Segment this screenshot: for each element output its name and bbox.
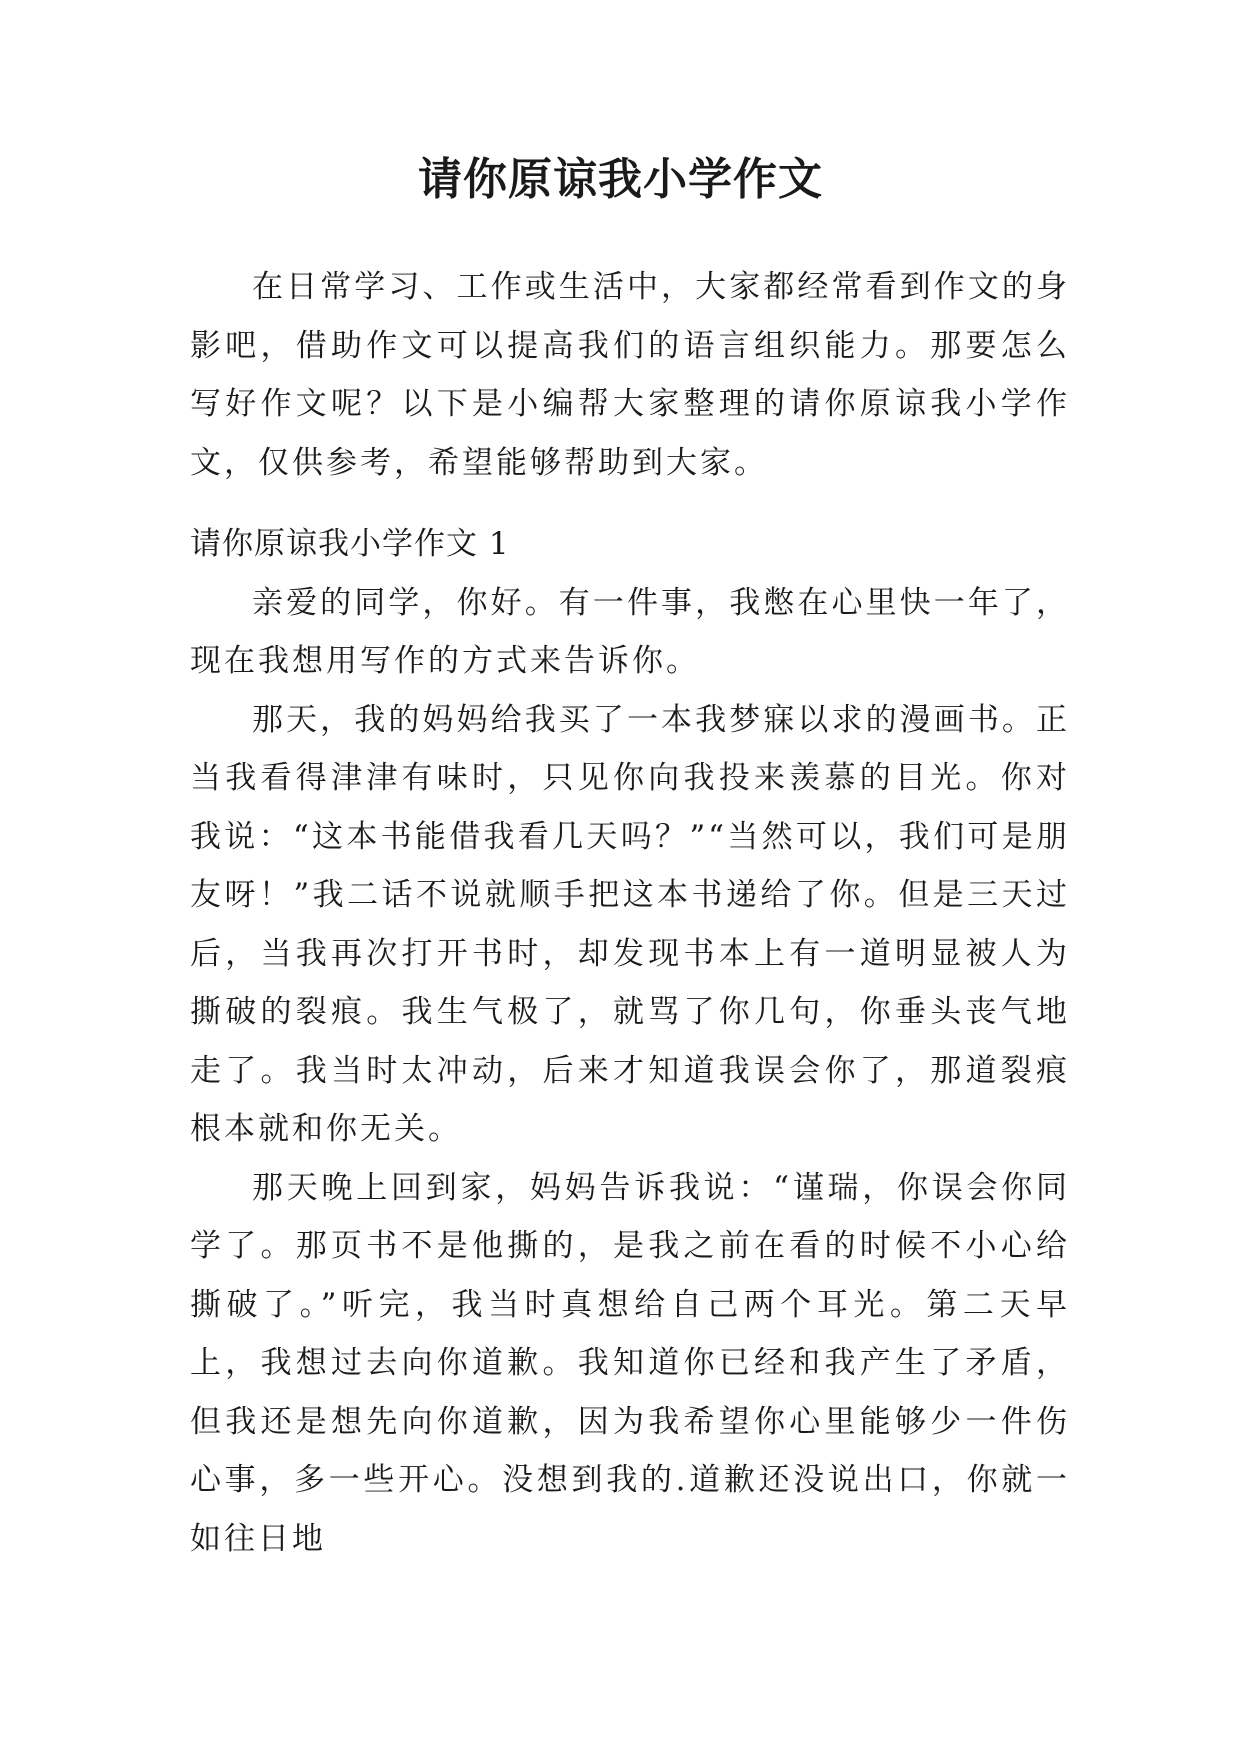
- intro-paragraph: 在日常学习、工作或生活中，大家都经常看到作文的身影吧，借助作文可以提高我们的语言组织能力。那要怎么写好作文呢？以下是小编帮大家整理的请你原谅我小学作文，仅供参考，希望能够帮助到大家。: [190, 269, 1070, 481]
- essay-paragraph: 那天，我的妈妈给我买了一本我梦寐以求的漫画书。正当我看得津津有味时，只见你向我投来羡慕的目光。你对我说：“这本书能借我看几天吗？”“当然可以，我们可是朋友呀！”我二话不说就顺手把这本书递给了你。但是三天过后，当我再次打开书时，却发现书本上有一道明显被人为撕破的裂痕。我生气极了，就骂了你几句，你垂头丧气地走了。我当时太冲动，后来才知道我误会你了，那道裂痕根本就和你无关。: [190, 701, 1070, 1147]
- section-heading: 请你原谅我小学作文 1: [190, 526, 510, 562]
- essay-paragraph: 那天晚上回到家，妈妈告诉我说：“谨瑞，你误会你同学了。那页书不是他撕的，是我之前在看的时候不小心给撕破了。”听完，我当时真想给自己两个耳光。第二天早上，我想过去向你道歉。我知道你已经和我产生了矛盾，但我还是想先向你道歉，因为我希望你心里能够少一件伤心事，多一些开心。没想到我的.道歉还没说出口，你就一如往日地: [190, 1169, 1070, 1557]
- essay-section: [190, 515, 1070, 1568]
- essay-paragraph: 亲爱的同学，你好。有一件事，我憋在心里快一年了，现在我想用写作的方式来告诉你。: [190, 584, 1070, 679]
- document-title: 请你原谅我小学作文: [418, 154, 823, 205]
- intro-block: [190, 258, 1070, 492]
